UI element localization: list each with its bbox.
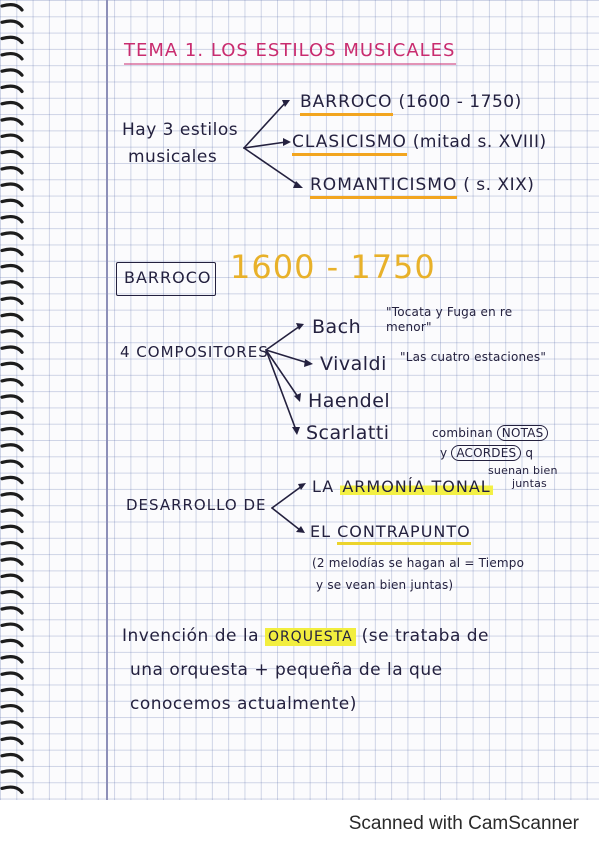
style-name: ROMANTICISMO <box>310 175 457 199</box>
desarrollo-note-line: y se vean bien juntas) <box>316 578 454 592</box>
arrowhead <box>292 427 300 435</box>
circled-word: ACORDES <box>451 445 521 461</box>
composer-name: Vivaldi <box>320 353 387 375</box>
highlighted-term: CONTRAPUNTO <box>337 522 471 545</box>
arrow-line <box>266 326 300 350</box>
scanner-footer <box>0 800 599 848</box>
desarrollo-note-line: (2 melodías se hagan al = Tiempo <box>312 556 525 570</box>
style-name: CLASICISMO <box>292 132 407 156</box>
orquesta-text: Invención de la <box>122 626 260 646</box>
barroco-dates: 1600 - 1750 <box>230 248 436 286</box>
desarrollo-article: EL <box>310 522 332 541</box>
composer-note: "Las cuatro estaciones" <box>400 350 547 364</box>
highlighted-term: ARMONÍA TONAL <box>342 477 491 496</box>
arrow-line <box>244 148 298 185</box>
composer-name: Scarlatti <box>306 422 390 444</box>
intro-line-1: Hay 3 estilos <box>122 120 239 140</box>
style-detail: (1600 - 1750) <box>398 92 522 112</box>
orquesta-line: conocemos actualmente) <box>130 694 357 714</box>
style-name: BARROCO <box>300 92 393 116</box>
composer-name: Haendel <box>308 390 391 412</box>
page-title: TEMA 1. LOS ESTILOS MUSICALES <box>124 40 456 61</box>
barroco-label: BARROCO <box>124 268 212 287</box>
arrow-line <box>244 142 286 148</box>
orquesta-line: una orquesta + pequeña de la que <box>130 660 443 680</box>
arrowhead <box>304 359 313 367</box>
style-detail: (mitad s. XVIII) <box>412 132 547 152</box>
highlighted-term: ORQUESTA <box>265 628 356 646</box>
circled-word: NOTAS <box>497 425 549 441</box>
arrow-line <box>266 350 308 363</box>
desarrollo-label: DESARROLLO DE <box>126 496 267 514</box>
desarrollo-article: LA <box>312 477 335 496</box>
orquesta-text: (se trataba de <box>361 626 490 646</box>
composer-name: Bach <box>312 316 362 338</box>
composer-note: "Tocata y Fuga en re menor" <box>386 305 513 334</box>
arrowhead <box>283 138 291 146</box>
arrow-line <box>272 486 302 508</box>
arrow-line <box>266 350 298 397</box>
side-note-text: y <box>440 446 448 460</box>
arrowhead <box>294 393 301 402</box>
style-detail: ( s. XIX) <box>463 175 535 195</box>
side-note-text: q <box>525 446 534 460</box>
side-note-line: juntas <box>512 477 547 490</box>
side-note-text: combinan <box>432 426 493 440</box>
side-note-line: suenan bien <box>488 464 558 477</box>
intro-line-2: musicales <box>128 147 218 167</box>
arrow-line <box>272 508 300 530</box>
footer-text: Scanned with CamScanner <box>348 813 579 834</box>
composers-label: 4 COMPOSITORES <box>120 343 269 361</box>
arrow-line <box>244 102 286 148</box>
arrow-line <box>266 350 296 430</box>
